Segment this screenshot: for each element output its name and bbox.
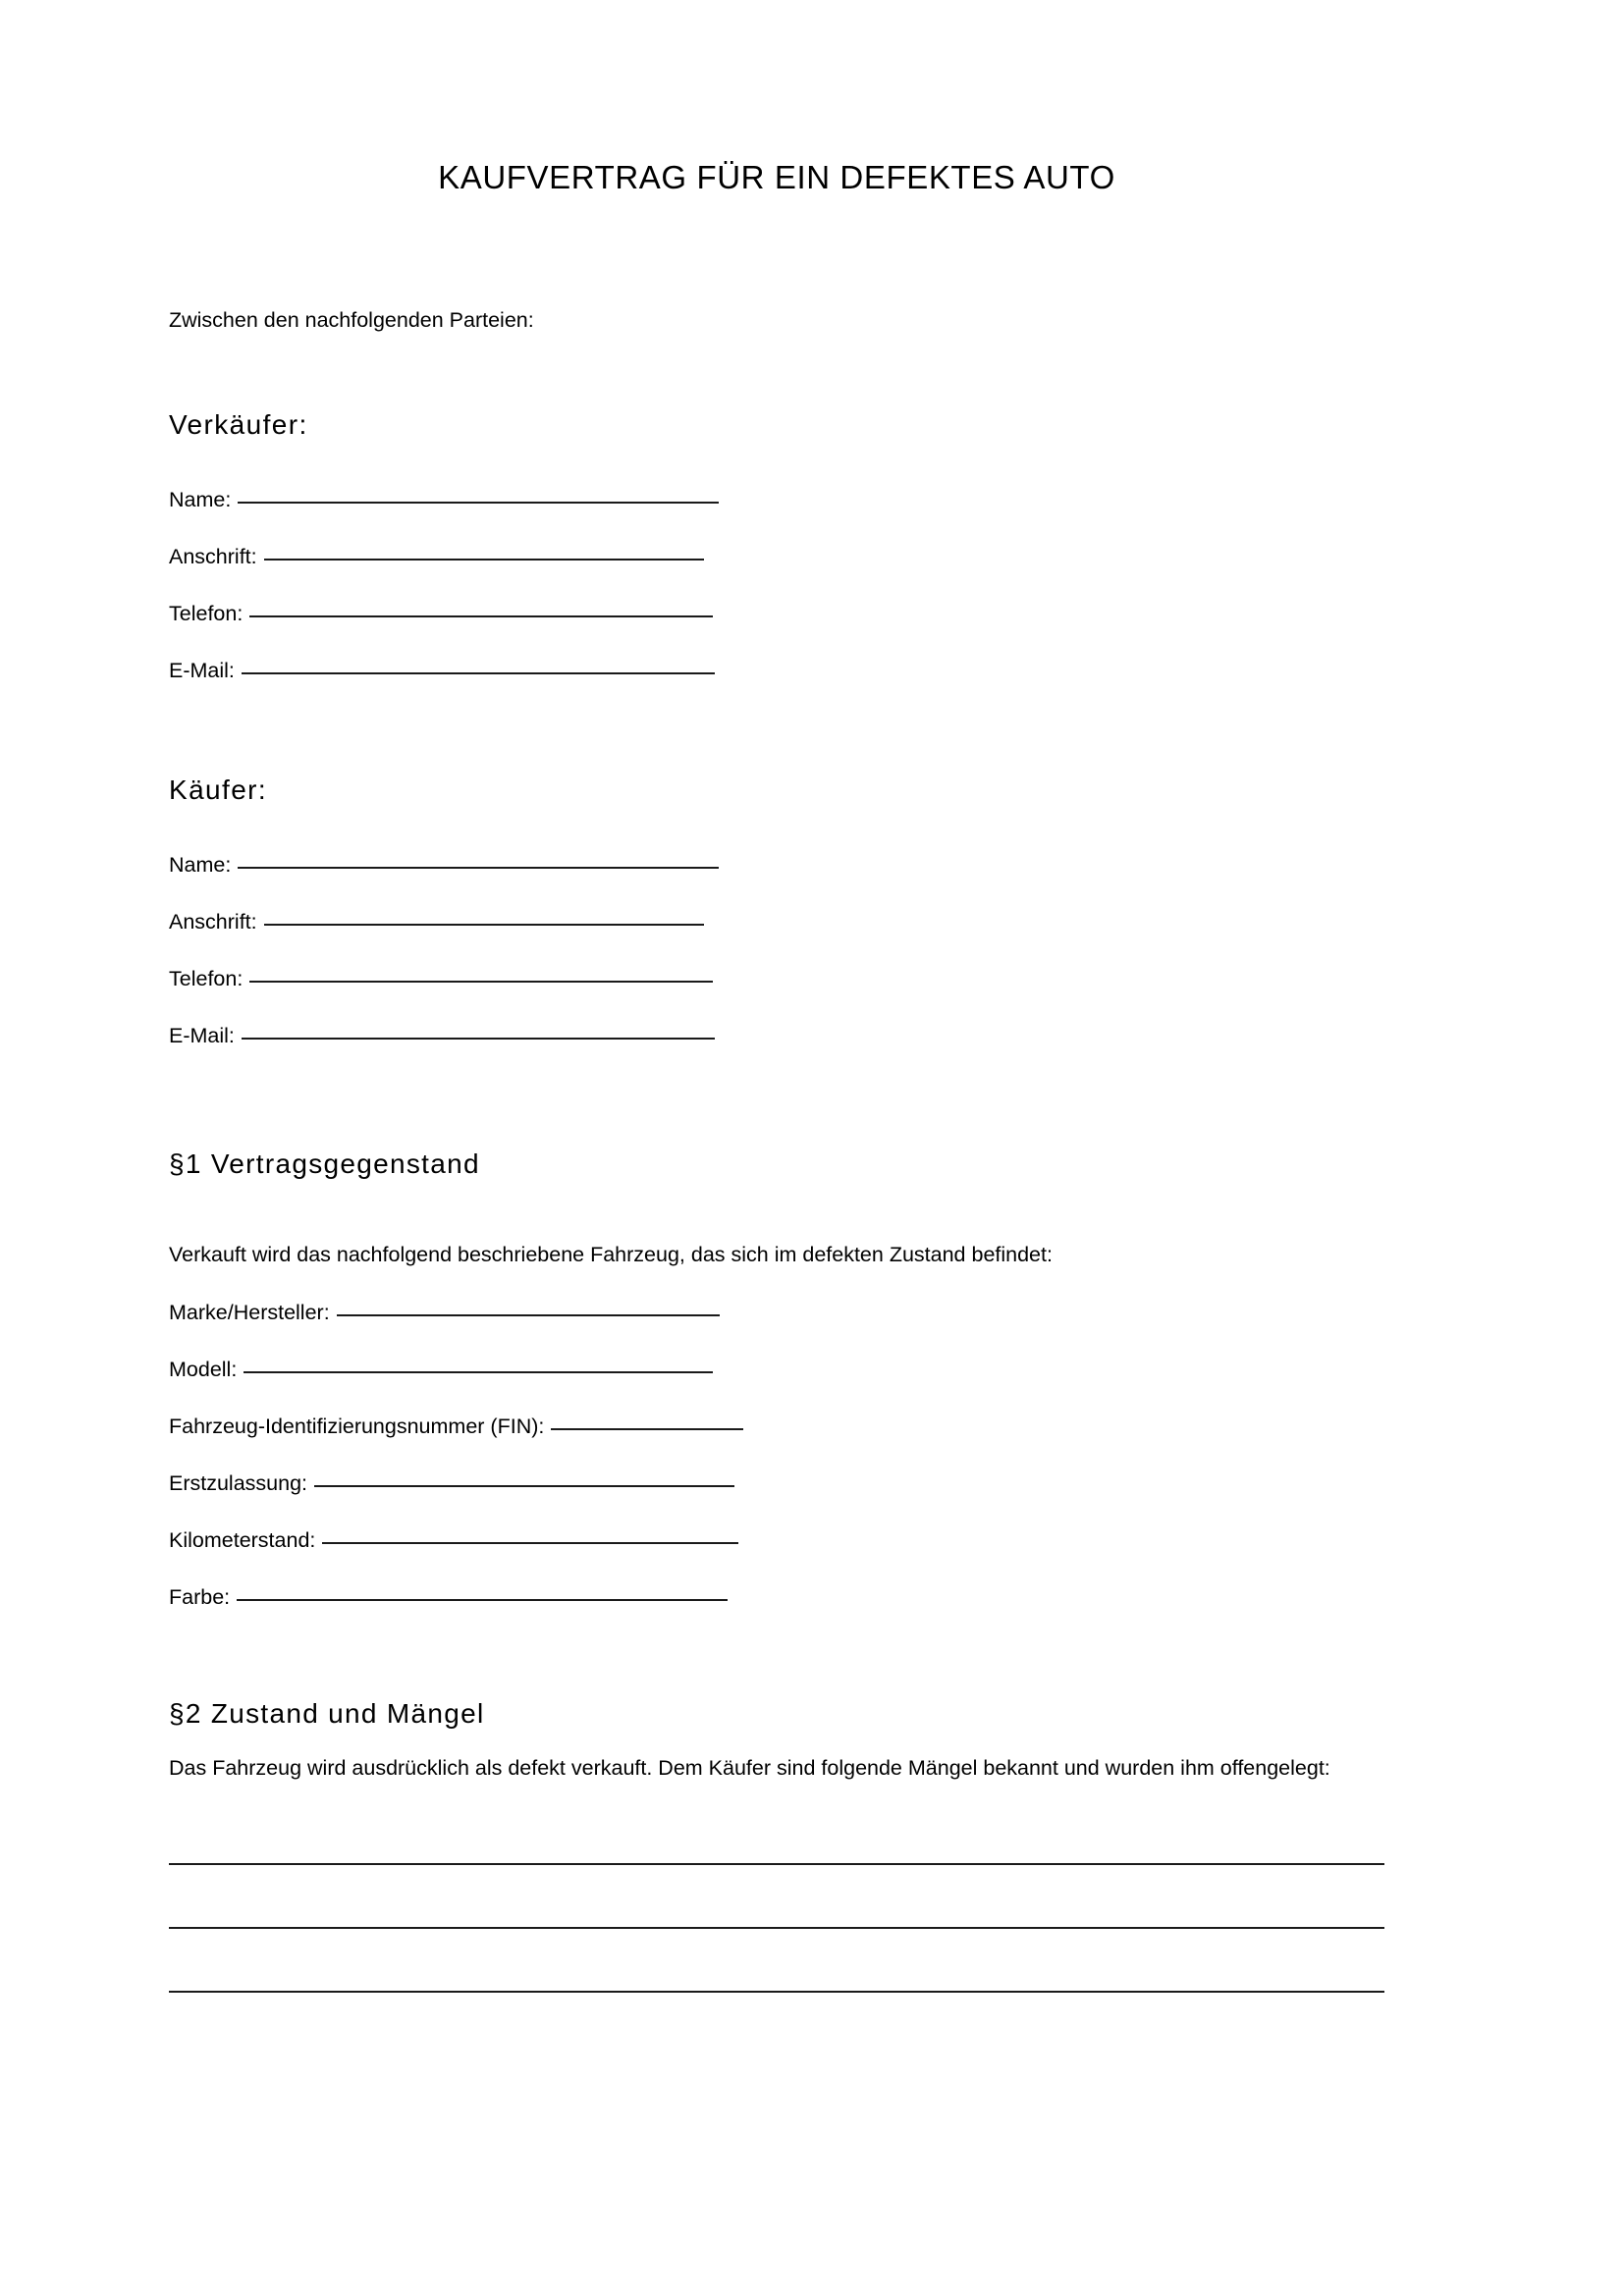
buyer-name-row bbox=[169, 850, 719, 881]
seller-email-input[interactable] bbox=[242, 672, 715, 674]
seller-address-input[interactable] bbox=[264, 559, 704, 561]
seller-phone-row bbox=[169, 599, 713, 629]
vehicle-make-input[interactable] bbox=[337, 1314, 720, 1316]
buyer-email-label: E-Mail: bbox=[169, 1024, 235, 1047]
seller-email-label: E-Mail: bbox=[169, 659, 235, 682]
vehicle-vin-input[interactable] bbox=[551, 1428, 743, 1430]
buyer-name-input[interactable] bbox=[238, 867, 719, 869]
vehicle-color-label: Farbe: bbox=[169, 1585, 231, 1609]
seller-name-input[interactable] bbox=[238, 502, 719, 504]
vehicle-first-registration-label: Erstzulassung: bbox=[169, 1471, 308, 1495]
buyer-email-row bbox=[169, 1021, 715, 1051]
seller-address-row bbox=[169, 542, 704, 572]
vehicle-color-row bbox=[169, 1582, 728, 1613]
seller-phone-label: Telefon: bbox=[169, 602, 244, 625]
buyer-address-label: Anschrift: bbox=[169, 910, 257, 934]
buyer-phone-label: Telefon: bbox=[169, 967, 244, 990]
vehicle-model-label: Modell: bbox=[169, 1358, 238, 1381]
intro-text: Zwischen den nachfolgenden Parteien: bbox=[169, 308, 534, 332]
seller-address-label: Anschrift: bbox=[169, 545, 257, 568]
vehicle-color-input[interactable] bbox=[237, 1599, 728, 1601]
vehicle-mileage-row bbox=[169, 1525, 738, 1556]
seller-phone-input[interactable] bbox=[249, 615, 713, 617]
section2-intro-text: Das Fahrzeug wird ausdrücklich als defekt verkauft. Dem Käufer sind folgende Mängel bekannt und wurden ihm offengelegt: bbox=[169, 1756, 1330, 1780]
vehicle-vin-row bbox=[169, 1412, 743, 1442]
vehicle-first-registration-row bbox=[169, 1468, 734, 1499]
vehicle-first-registration-input[interactable] bbox=[314, 1485, 734, 1487]
defects-blank-line-2[interactable] bbox=[169, 1927, 1384, 1929]
defects-blank-line-3[interactable] bbox=[169, 1991, 1384, 1993]
page-title: KAUFVERTRAG FÜR EIN DEFEKTES AUTO bbox=[438, 159, 1115, 195]
buyer-address-row bbox=[169, 907, 704, 937]
seller-email-row bbox=[169, 656, 715, 686]
buyer-section-heading: Käufer: bbox=[169, 774, 268, 805]
vehicle-make-label: Marke/Hersteller: bbox=[169, 1301, 330, 1324]
vehicle-model-row bbox=[169, 1355, 713, 1385]
buyer-address-input[interactable] bbox=[264, 924, 704, 926]
seller-name-label: Name: bbox=[169, 488, 232, 511]
defects-blank-line-1[interactable] bbox=[169, 1863, 1384, 1865]
vehicle-vin-label: Fahrzeug-Identifizierungsnummer (FIN): bbox=[169, 1415, 545, 1438]
section1-intro-text: Verkauft wird das nachfolgend beschriebene Fahrzeug, das sich im defekten Zustand befindet: bbox=[169, 1243, 1053, 1266]
buyer-phone-input[interactable] bbox=[249, 981, 713, 983]
vehicle-make-row bbox=[169, 1298, 720, 1328]
section1-heading: §1 Vertragsgegenstand bbox=[169, 1148, 480, 1179]
buyer-name-label: Name: bbox=[169, 853, 232, 877]
section2-heading: §2 Zustand und Mängel bbox=[169, 1698, 485, 1729]
buyer-phone-row bbox=[169, 964, 713, 994]
seller-name-row bbox=[169, 485, 719, 515]
seller-section-heading: Verkäufer: bbox=[169, 409, 308, 440]
vehicle-mileage-label: Kilometerstand: bbox=[169, 1528, 316, 1552]
buyer-email-input[interactable] bbox=[242, 1038, 715, 1040]
vehicle-mileage-input[interactable] bbox=[322, 1542, 738, 1544]
vehicle-model-input[interactable] bbox=[244, 1371, 713, 1373]
